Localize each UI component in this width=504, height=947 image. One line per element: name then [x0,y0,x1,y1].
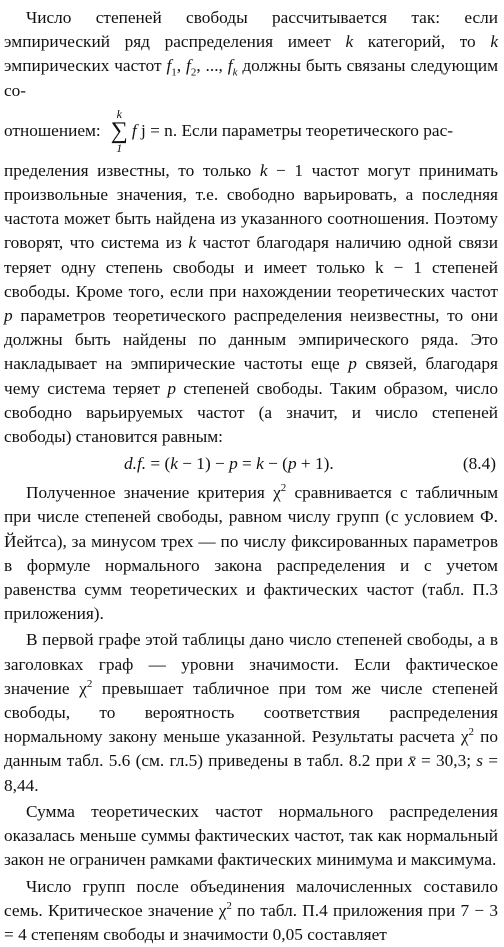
paragraph-1-continued: пределения известны, то только k − 1 частот могут принимать произвольные значения, т.е. свободно варьировать, а последняя частота может быть найдена из указанного соотношения. Поэтому говорят, что система из k частот благодаря наличию одной связи теряет одну степень свободы и имеет только k − 1 степеней свободы. Кроме того, если при нахождении теоретических частот p параметров теоретического распределения неизвестны, то они должны быть найдены по данным эмпирического ряда. Это накладывает на эмпирические частоты еще p связей, благодаря чему система теряет p степеней свободы. Таким образом, число свободно варьируемых частот (а значит, и число степеней свободы) становится равным: [4,159,498,449]
paragraph-2: Полученное значение критерия $\chi^2$ сравнивается с табличным при числе степеней свободы, равном числу групп (с условием Ф. Йейтса), за минусом трех — по числу фиксированных параметров в формуле нормального закона распределения и с учетом равенства сумм теоретических и фактических частот (табл. П.3 приложения). [4,481,498,626]
sum-formula-line: отношением: k ∑ 1 f j = n. Если параметры теоретического рас- [4,103,498,159]
paragraph-4: Сумма теоретических частот нормального распределения оказалась меньше суммы фактических частот, так как нормальный закон не ограничен рамками фактических минимума и максимума. [4,800,498,873]
paragraph-3: В первой графе этой таблицы дано число степеней свободы, а в заголовках граф — уровни значимости. Если фактическое значение $\chi^2$ превышает табличное при том же числе степеней свободы, то вероятность соответствия распределения нормальному закону меньше указанной. Результаты расчета $\chi^2$ по данным табл. 5.6 (см. гл.5) приведены в табл. 8.2 при x̄ = 30,3; s = 8,44. [4,628,498,797]
paragraph-1-lead: Число степеней свободы рассчитывается так: если эмпирический ряд распределения имеет k категорий, то k эмпирических частот $f_1$, $f_2$, ..., $f_k$ должны быть связаны следующим со- [4,6,498,103]
summation-symbol: k ∑ 1 [111,108,128,154]
formula-8-4: d.f. = (k − 1) − p = k − (p + 1). (8.4) [4,451,498,477]
paragraph-5: Число групп после объединения малочисленных составило семь. Критическое значение $\chi^2$ по табл. П.4 приложения при 7 − 3 = 4 степеням свободы и значимости 0,05 составляет [4,875,498,947]
